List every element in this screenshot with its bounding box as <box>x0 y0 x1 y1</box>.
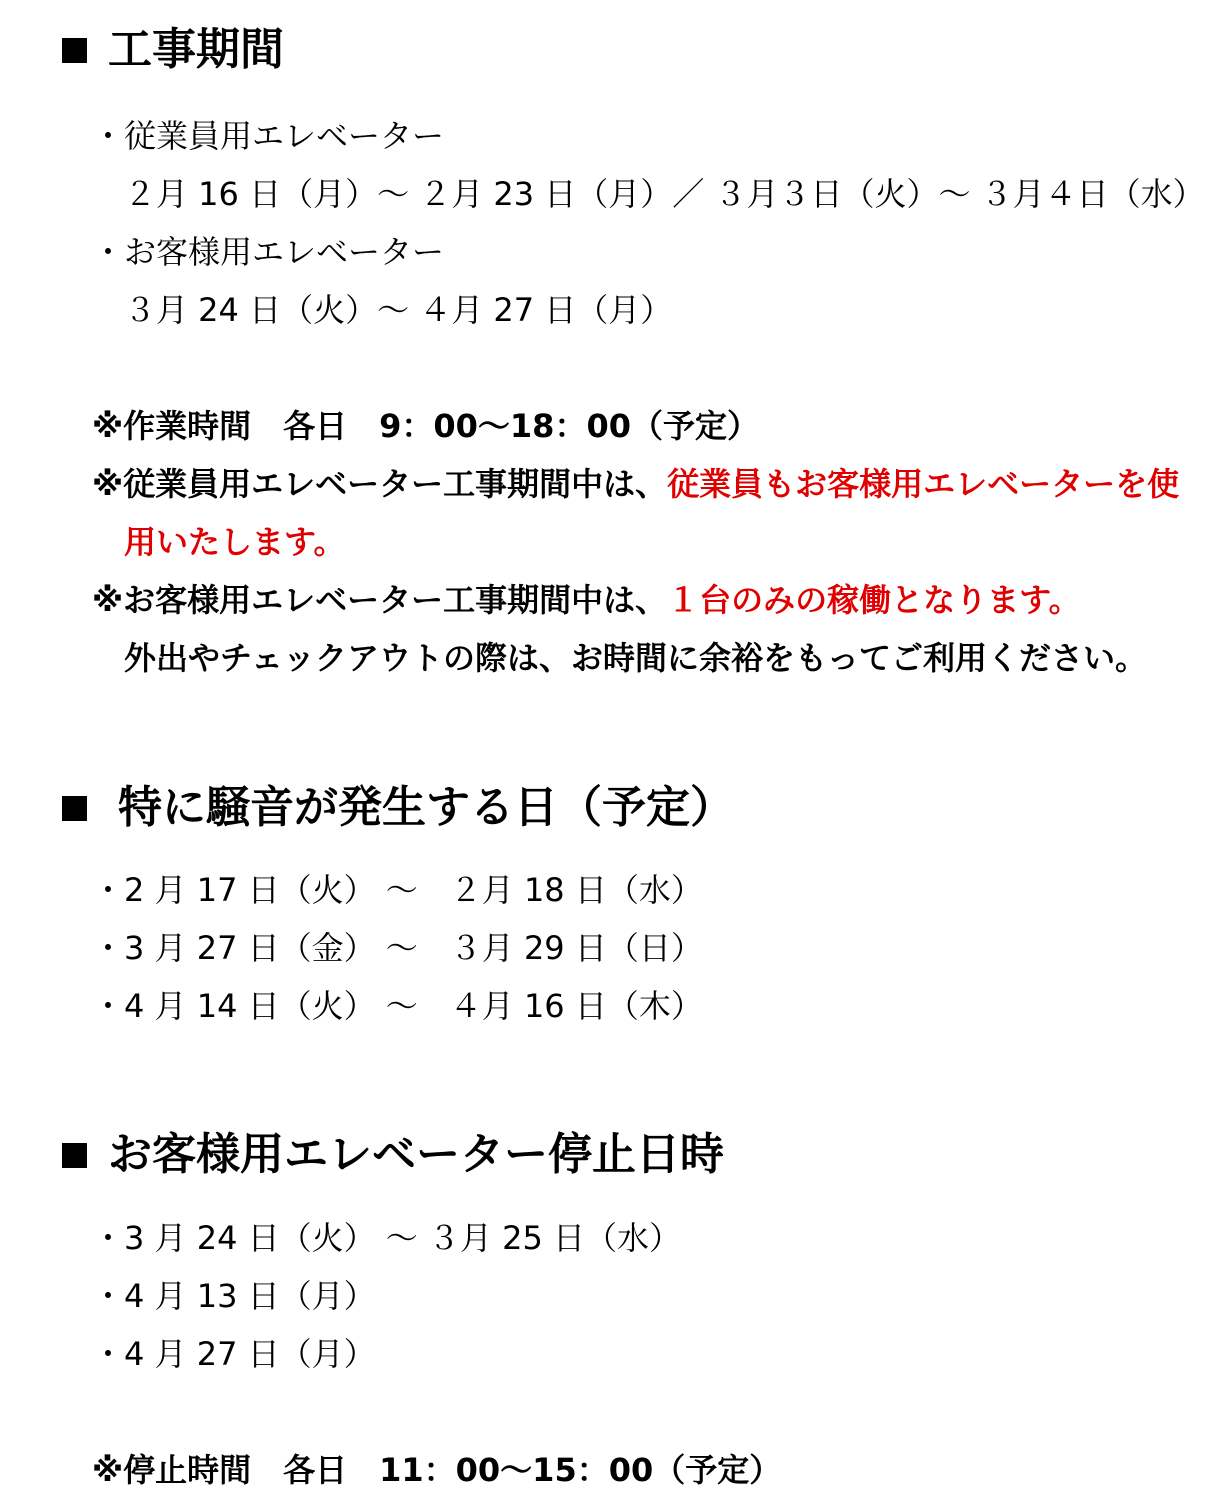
noise-date-item: ・3 月 27 日（金） ～ ３月 29 日（日） <box>92 929 703 967</box>
heading-bullet-square <box>62 796 87 821</box>
work-hours-note: ※作業時間 各日 9：00～18：00（予定） <box>92 407 759 445</box>
staff-note-highlight-cont: 用いたします。 <box>124 523 346 561</box>
guest-note-prefix: ※お客様用エレベーター工事期間中は、 <box>92 581 668 619</box>
guest-elevator-dates: ３月 24 日（火）～ ４月 27 日（月） <box>124 291 673 329</box>
noise-heading: 特に騒音が発生する日（予定） <box>118 782 734 833</box>
heading-bullet-square <box>62 1143 87 1168</box>
stop-date-item: ・3 月 24 日（火） ～ ３月 25 日（水） <box>92 1219 682 1257</box>
stop-date-item: ・4 月 27 日（月） <box>92 1335 376 1373</box>
guest-note-highlight: １台のみの稼働となります。 <box>667 581 1081 619</box>
stop-hours-note: ※停止時間 各日 11：00～15：00（予定） <box>92 1451 782 1489</box>
construction-heading: 工事期間 <box>108 24 284 75</box>
staff-elevator-dates: ２月 16 日（月）～ ２月 23 日（月）／ ３月３日（火）～ ３月４日（水） <box>124 175 1205 213</box>
staff-elevator-label: ・従業員用エレベーター <box>92 117 445 155</box>
noise-date-item: ・2 月 17 日（火） ～ ２月 18 日（水） <box>92 871 703 909</box>
guest-elevator-label: ・お客様用エレベーター <box>92 233 445 271</box>
staff-construction-note <box>92 465 1180 503</box>
stop-heading: お客様用エレベーター停止日時 <box>108 1129 724 1180</box>
stop-date-item: ・4 月 13 日（月） <box>92 1277 376 1315</box>
heading-bullet-square <box>62 38 87 63</box>
guest-note-continuation: 外出やチェックアウトの際は、お時間に余裕をもってご利用ください。 <box>124 639 1148 677</box>
guest-construction-note <box>92 581 1081 619</box>
noise-date-item: ・4 月 14 日（火） ～ ４月 16 日（木） <box>92 987 703 1025</box>
staff-note-highlight: 従業員もお客様用エレベーターを使 <box>667 465 1180 503</box>
staff-note-prefix: ※従業員用エレベーター工事期間中は、 <box>92 465 668 503</box>
